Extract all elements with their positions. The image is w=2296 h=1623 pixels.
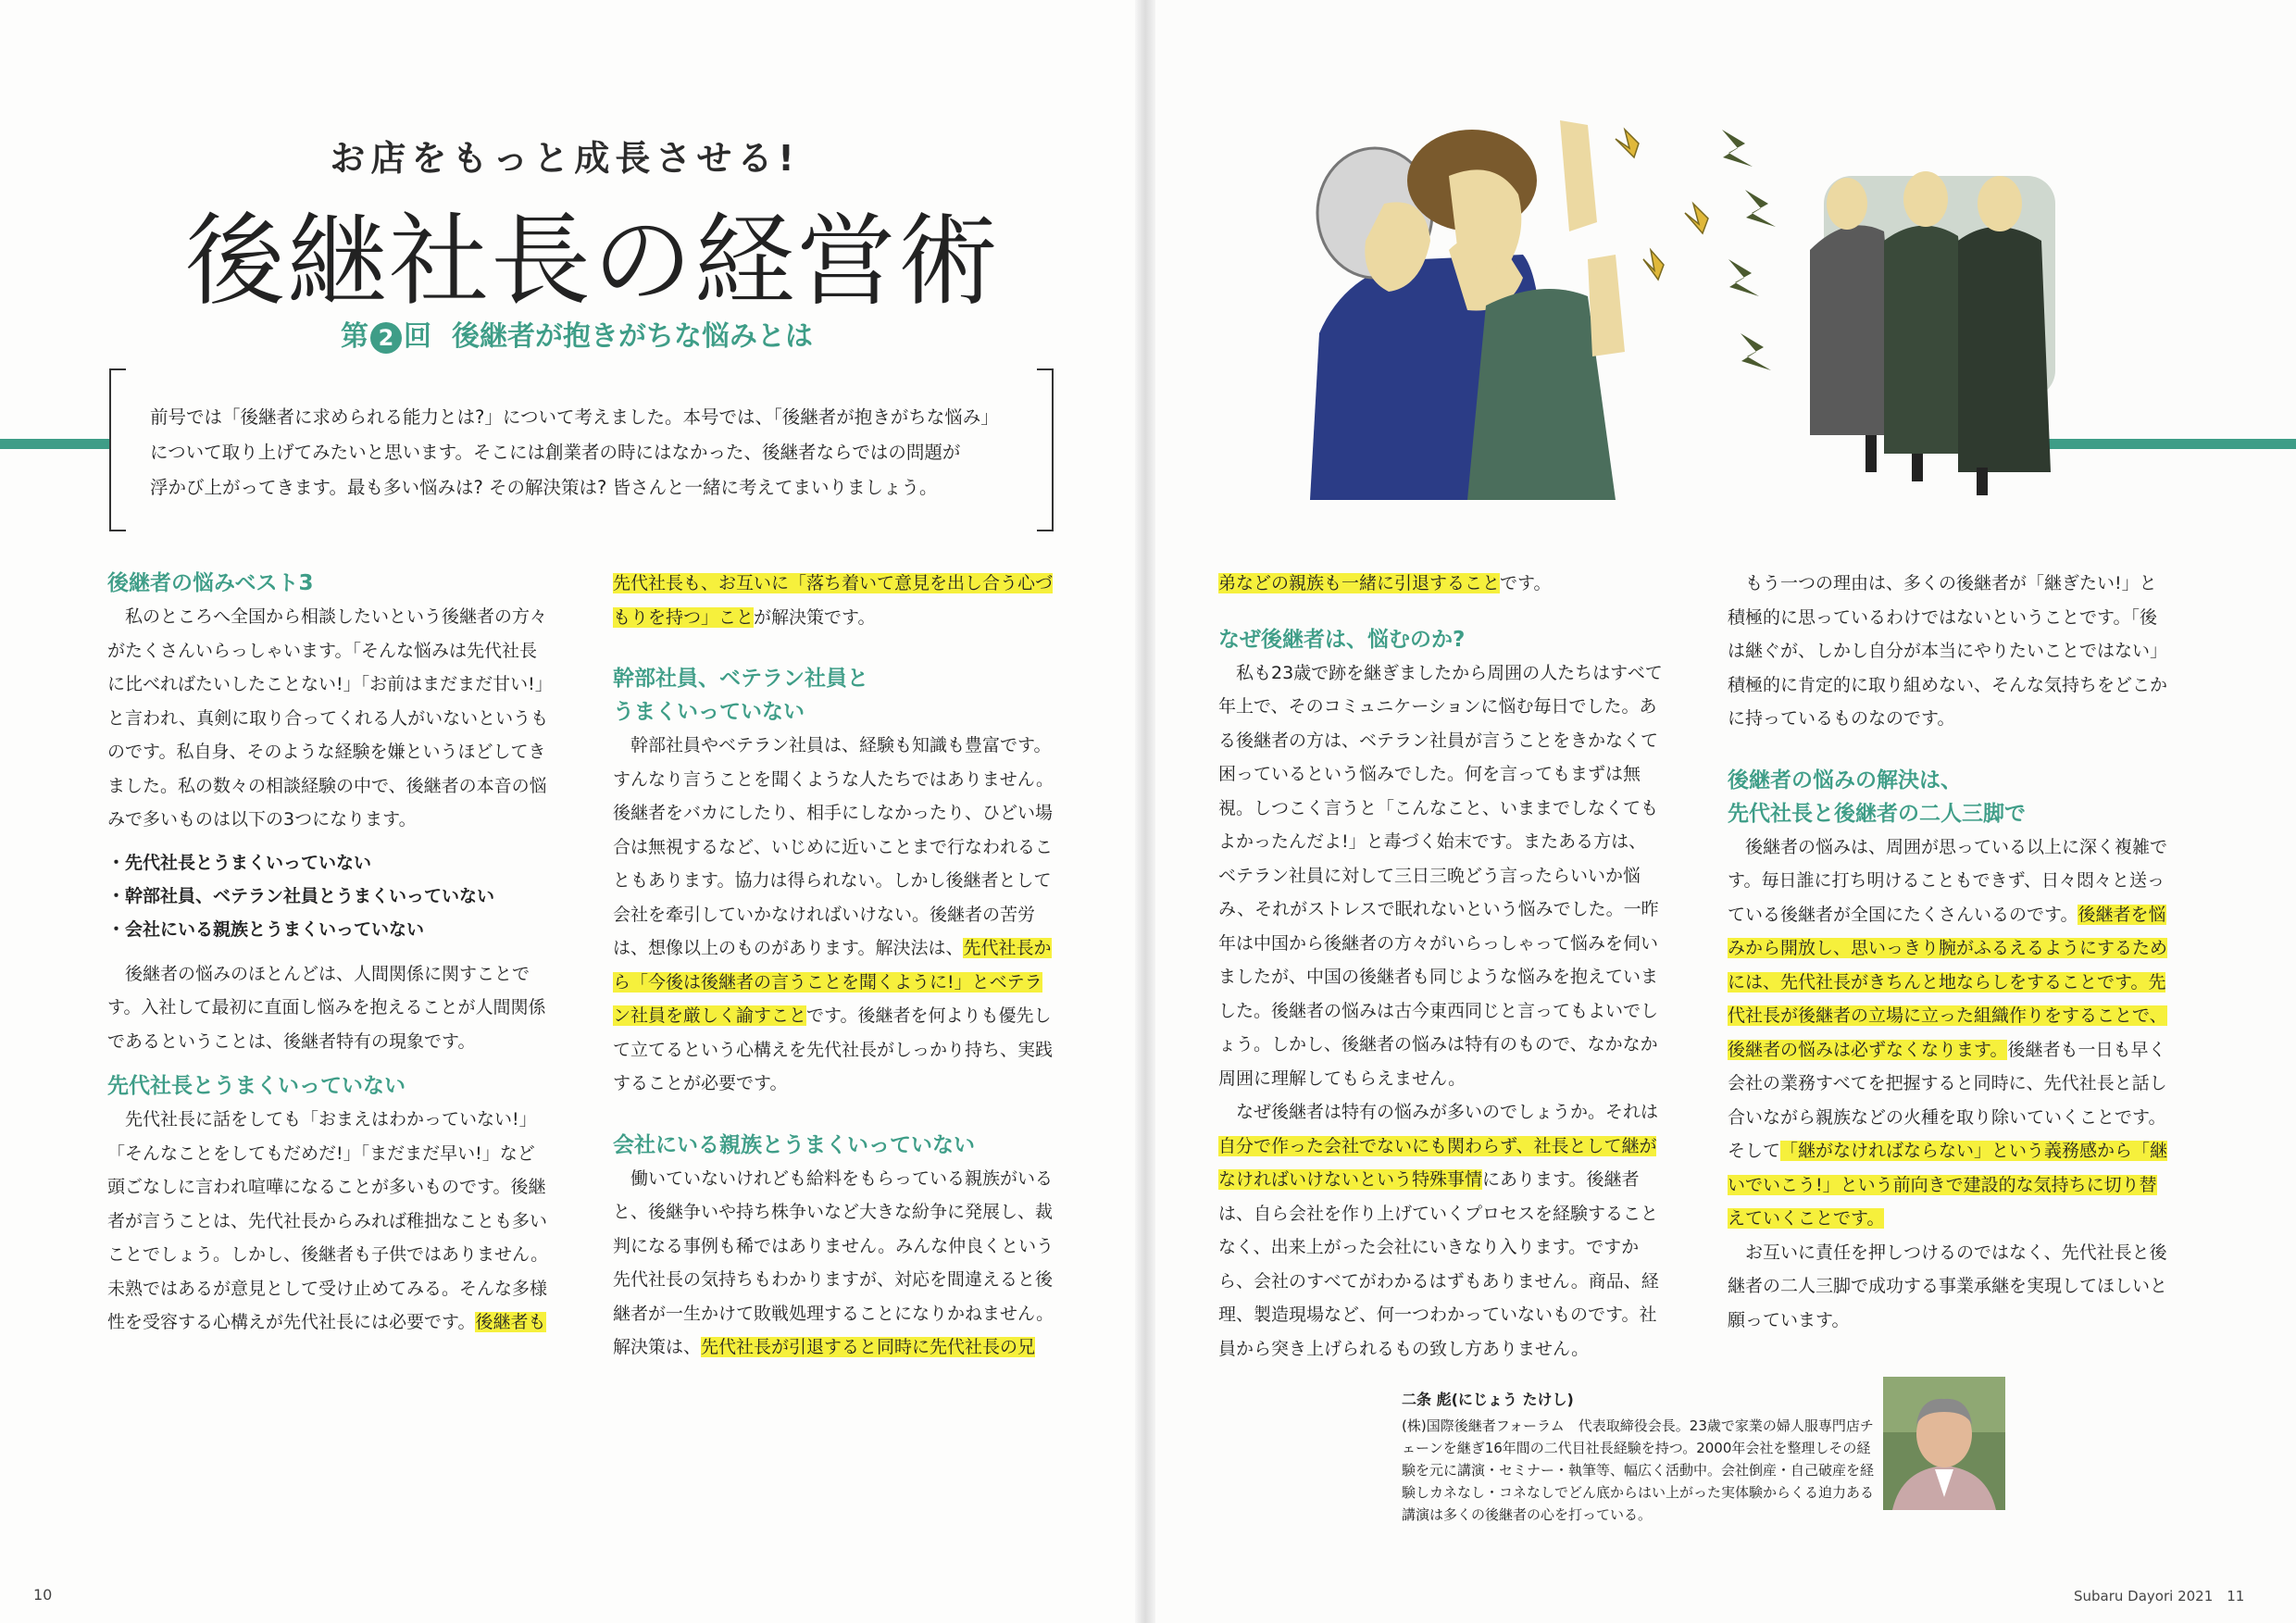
body-paragraph: 後継者の悩みのほとんどは、人間関係に関すことです。入社して最初に直面し悩みを抱えることが人間関係であるということは、後継者特有の現象です。 xyxy=(107,963,546,1052)
body-paragraph: 私も23歳で跡を継ぎましたから周囲の人たちはすべて年上で、そのコミュニケーションに悩む毎日でした。ある後継者の方は、ベテラン社員が言うことをきかなくて困っているという悩みでした。何を言ってもまずは無視。しつこく言うと「こんなこと、いままでしなくてもよかったんだよ!」と毒づく始末です。またある方は、ベテラン社員に対して三日三晩どう言ったらいいか悩み、それがストレスで眠れないという悩みでした。一昨年は中国から後継者の方々がいらっしゃって悩みを伺いましたが、中国の後継者も同じような悩みを抱えていました。後継者の悩みは古今東西同じと言ってもよいでしょう。しかし、後継者の悩みは特有のもので、なかなか周囲に理解してもらえません。 xyxy=(1218,662,1663,1089)
body-paragraph: もう一つの理由は、多くの後継者が「継ぎたい!」と積極的に思っているわけではないということです。「後は継ぐが、しかし自分が本当にやりたいことではない」積極的に肯定的に取り組めない、そんな気持ちをどこかに持っているものなのです。 xyxy=(1728,573,2168,729)
body-paragraph xyxy=(107,1103,552,1340)
section-heading xyxy=(1728,764,2172,830)
episode-prefix: 第 xyxy=(341,320,368,353)
author-profile xyxy=(1402,1389,1883,1526)
body-paragraph: 私のところへ全国から相談したいという後継者の方々がたくさんいらっしゃいます。「そんな悩みは先代社長に比べればたいしたことない!」「お前はまだまだ甘い!」と言われ、真剣に取り合ってくれる人がいないというものです。私自身、そのような経験を嫌というほどしてきました。私の数々の相談経験の中で、後継者の本音の悩みで多いものは以下の3つになります。 xyxy=(107,606,549,830)
heading-line: 先代社長と後継者の二人三脚で xyxy=(1728,801,2026,826)
body-text: 先代社長に話をしても「おまえはわかっていない!」「そんなことをしてもだめだ!」「まだまだ早い!」など頭ごなしに言われ喧嘩になることが多いものです。後継者が言うことは、先代社長からみれば稚拙なことも多いことでしょう。しかし、後継者も子供ではありません。未熟ではあるが意見として受け止めてみる。そんな多様性を受容する心構えが先代社長には必要です。 xyxy=(107,1109,549,1332)
body-text: にあります。後継者は、自ら会社を作り上げていくプロセスを経験することなく、出来上がった会社にいきなり入ります。ですから、会社のすべてがわかるはずもありません。商品、経理、製造現場など、何一つわかっていないものです。社員から突き上げられるもの致し方ありません。 xyxy=(1218,1169,1659,1359)
section-heading xyxy=(613,662,1057,729)
lightning-marks xyxy=(1722,130,1776,370)
highlighted-text: 弟などの親族も一緒に引退すること xyxy=(1218,573,1501,593)
column-3 xyxy=(1218,567,1663,1366)
lead-bracket-right xyxy=(1037,368,1054,531)
lead-bracket-left xyxy=(109,368,126,531)
highlighted-text: 先代社長も、お互いに「落ち着いて意見を出し合う心づもりを持つ」こと xyxy=(613,573,1054,628)
body-text: なぜ後継者は特有の悩みが多いのでしょうか。それは xyxy=(1236,1102,1659,1122)
column-4 xyxy=(1728,567,2172,1337)
list-item: ・会社にいる親族とうまくいっていない xyxy=(107,918,425,940)
body-paragraph: お互いに責任を押しつけるのではなく、先代社長と後継者の二人三脚で成功する事業承継を実現してほしいと願っています。 xyxy=(1728,1242,2168,1330)
body-paragraph xyxy=(1728,830,2172,1236)
highlighted-text: 後継者も xyxy=(475,1312,546,1332)
list-item: ・先代社長とうまくいっていない xyxy=(107,852,372,873)
body-text: 後継者の悩みは、周囲が思っている以上に深く複雑です。毎日誰に打ち明けることもできず、日々悶々と送っている後継者が全国にたくさんいるのです。 xyxy=(1728,836,2168,925)
author-photo xyxy=(1883,1377,2005,1510)
highlighted-text: 先代社長から「今後は後継者の言うことを聞くように!」とベテラン社員を厳しく諭すこと xyxy=(613,938,1052,1026)
body-paragraph xyxy=(1218,1095,1663,1366)
column-2 xyxy=(613,567,1057,1365)
spine-gutter xyxy=(1135,0,1155,1623)
column-1 xyxy=(107,567,552,1340)
episode-suffix: 回 xyxy=(404,320,431,353)
page-number-left: 10 xyxy=(33,1586,53,1604)
list-item: ・幹部社員、ベテラン社員とうまくいっていない xyxy=(107,885,495,906)
heading-line: 幹部社員、ベテラン社員と xyxy=(613,667,868,691)
body-text: です。後継者を何よりも優先して立てるという心構えを先代社長がしっかり持ち、実践することが必要です。 xyxy=(613,1005,1054,1093)
episode-theme: 後継者が抱きがちな悩みとは xyxy=(452,320,813,353)
section-heading: 会社にいる親族とうまくいっていない xyxy=(613,1132,975,1157)
body-text: 幹部社員やベテラン社員は、経験も知識も豊富です。すんなり言うことを聞くような人たちではありません。後継者をバカにしたり、相手にしなかったり、ひどい場合は無視するなど、いじめに近いことまで行なわれることもあります。協力は得られない。しかし後継者として会社を牽引していかなければいけない。後継者の苦労は、想像以上のものがあります。解決法は、 xyxy=(613,735,1054,958)
highlighted-text: 自分で作った会社でないにも関わらず、社長として継がなければいけないという特殊事情 xyxy=(1218,1135,1657,1190)
body-text: です。 xyxy=(1500,573,1552,593)
episode-subtitle xyxy=(341,313,813,354)
article-title: 後継社長の経営術 xyxy=(184,204,1000,319)
body-text: が解決策です。 xyxy=(754,606,876,628)
successor-figures xyxy=(1310,120,1625,500)
spark-marks xyxy=(1616,130,1708,280)
body-paragraph xyxy=(613,567,1057,634)
section-heading: 後継者の悩みベスト3 xyxy=(107,571,314,595)
body-paragraph xyxy=(1218,567,1663,601)
section-heading: なぜ後継者は、悩むのか? xyxy=(1218,627,1466,652)
page-number-right: Subaru Dayori 2021 11 xyxy=(2074,1588,2245,1604)
lead-box xyxy=(109,368,1054,528)
article-kicker: お店をもっと成長させる! xyxy=(330,138,800,179)
lead-line: 浮かび上がってきます。最も多い悩みは? その解決策は? 皆さんと一緒に考えてまいりましょう。 xyxy=(150,477,938,498)
highlighted-text: 「継がなければならない」という義務感から「継いでいこう!」という前向きで建設的な気持ちに切り替えていくことです。 xyxy=(1728,1141,2168,1229)
highlighted-text: 先代社長が引退すると同時に先代社長の兄 xyxy=(701,1337,1036,1357)
body-paragraph xyxy=(613,729,1057,1101)
highlighted-text: 後継者を悩みから開放し、思いっきり腕がふるえるようにするためには、先代社長がきちんと地ならしをすることです。先代社長が後継者の立場に立った組織作りをすることで、後継者の悩みは必ずなくなります。 xyxy=(1728,904,2168,1060)
author-bio: (株)国際後継者フォーラム 代表取締役会長。23歳で家業の婦人服専門店チェーンを継ぎ16年間の二代目社長経験を持つ。2000年会社を整理しその経験を元に講演・セミナー・執筆等、幅広く活動中。会社倒産・自己破産を経験しカネなし・コネなしでどん底からはい上がった実体験からくる迫力ある講演は多くの後継者の心を打っている。 xyxy=(1402,1417,1875,1523)
lead-line: 前号では「後継者に求められる能力とは?」について考えました。本号では、「後継者が抱きがちな悩み」 xyxy=(150,406,999,428)
worries-list xyxy=(107,846,552,946)
lead-line: について取り上げてみたいと思います。そこには創業者の時にはなかった、後継者ならではの問題が xyxy=(150,442,961,463)
elder-figures xyxy=(1810,171,2055,495)
illustration-successor-and-elders xyxy=(1310,102,2074,500)
heading-line: うまくいっていない xyxy=(613,700,805,724)
episode-number-badge: 2 xyxy=(370,322,402,354)
body-text: 働いていないけれども給料をもらっている親族がいると、後継争いや持ち株争いなど大きな紛争に発展し、裁判になる事例も稀ではありません。みんな仲良くという先代社長の気持ちもわかりますが、対応を間違えると後継者が一生かけて敗戦処理することになりかねません。解決策は、 xyxy=(613,1167,1054,1357)
heading-line: 後継者の悩みの解決は、 xyxy=(1728,768,1962,793)
body-paragraph xyxy=(613,1162,1057,1365)
section-heading: 先代社長とうまくいっていない xyxy=(107,1074,406,1098)
green-band-right xyxy=(2041,439,2296,449)
author-name: 二条 彪(にじょう たけし) xyxy=(1402,1391,1574,1408)
body-text: 後継者も一日も早く会社の業務すべてを把握すると同時に、先代社長と話し合いながら親族などの火種を取り除いていくことです。そして xyxy=(1728,1039,2167,1161)
green-band-left xyxy=(0,439,120,449)
